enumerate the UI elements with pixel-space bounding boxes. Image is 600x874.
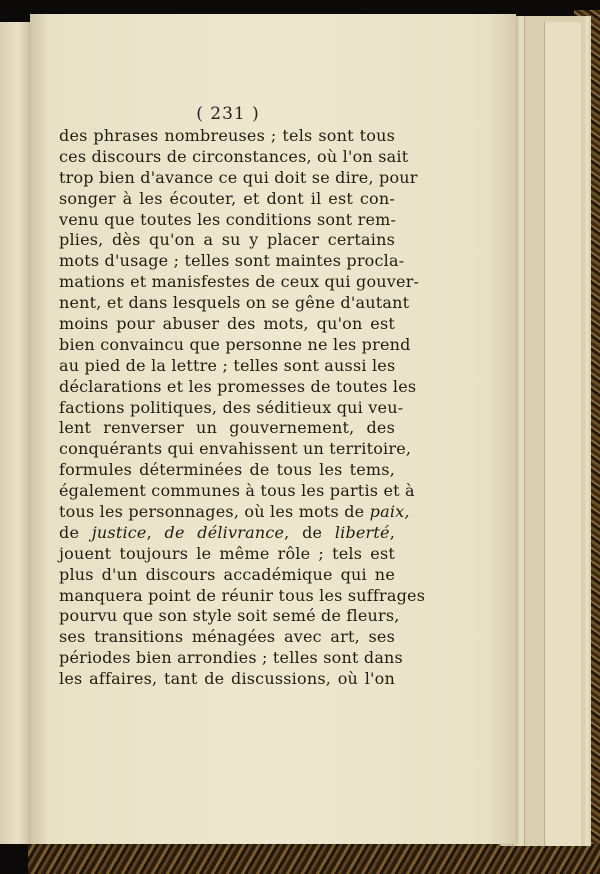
text-line: au pied de la lettre ; telles sont aussi les	[59, 355, 396, 375]
text-line: nent, et dans lesquels on se gêne d'autant	[59, 293, 410, 313]
text-line: lent renverser un gouvernement, des	[59, 418, 395, 438]
text-line: formules déterminées de tous les tems,	[59, 460, 395, 480]
text-line: moins pour abuser des mots, qu'on est	[59, 314, 395, 334]
book-page	[30, 14, 516, 844]
text-line: jouent toujours le même rôle ; tels est	[59, 543, 395, 563]
text-line: mations et manisfestes de ceux qui gouver-	[59, 272, 420, 292]
text-segment: de	[59, 522, 80, 542]
text-line: factions politiques, des séditieux qui veu-	[59, 397, 404, 417]
text-segment: tous les personnages, où les mots de	[59, 502, 365, 522]
text-line: pourvu que son style soit semé de fleurs,	[59, 606, 400, 626]
italic-word: liberté	[334, 522, 390, 542]
text-line: trop bien d'avance ce qui doit se dire, pour	[59, 167, 418, 187]
text-line: également communes à tous les partis et à	[59, 481, 415, 501]
separator: ,	[389, 522, 396, 542]
text-line: conquérants qui envahissent un territoire,	[59, 439, 412, 459]
text-line-with-italic	[59, 502, 410, 523]
text-line: plus d'un discours accadémique qui ne	[59, 564, 395, 584]
text-line: songer à les écouter, et dont il est con-	[59, 188, 395, 208]
body-text	[59, 126, 426, 690]
text-line: ses transitions ménagées avec art, ses	[59, 627, 395, 647]
page-number: ( 231 )	[196, 104, 260, 124]
text-line: périodes bien arrondies ; telles sont dans	[59, 648, 403, 668]
text-line: manquera point de réunir tous les suffrages	[59, 585, 426, 605]
italic-word: justice	[91, 522, 147, 542]
page-stack-edge	[544, 22, 581, 846]
text-line-with-italics	[59, 523, 395, 544]
marbled-board-bottom	[28, 844, 600, 874]
text-line: ces discours de circonstances, où l'on sait	[59, 146, 409, 166]
text-line: plies, dès qu'on a su y placer certains	[59, 230, 395, 250]
text-line: des phrases nombreuses ; tels sont tous	[59, 126, 395, 145]
text-line: déclarations et les promesses de toutes les	[59, 376, 417, 396]
text-line: venu que toutes les conditions sont rem-	[59, 209, 397, 229]
text-line: bien convaincu que personne ne les prend	[59, 334, 411, 354]
italic-word: de délivrance	[164, 522, 285, 542]
text-line: mots d'usage ; telles sont maintes procla-	[59, 251, 405, 271]
left-page-edge	[0, 22, 31, 844]
italic-word: paix,	[369, 502, 410, 522]
text-line: les affaires, tant de discussions, où l'on	[59, 669, 395, 689]
separator: ,	[146, 522, 152, 542]
separator: , de	[284, 522, 323, 542]
